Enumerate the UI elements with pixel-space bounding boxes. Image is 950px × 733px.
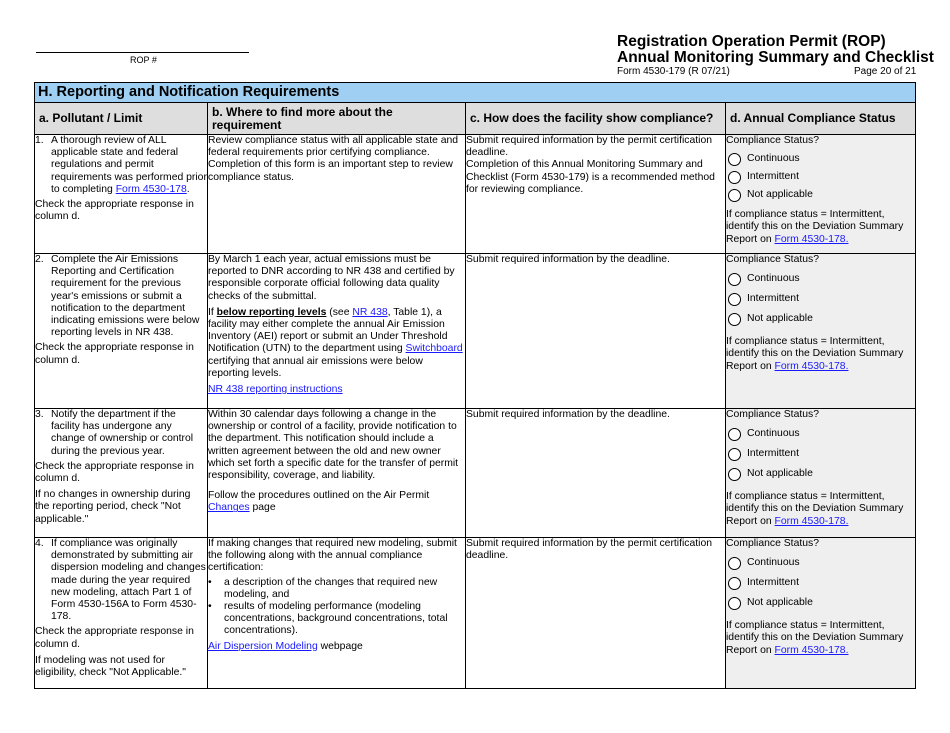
- row3-compliance-status: Compliance Status? Continuous Intermittent Not applicable If compliance status = Intermittent, identify this on the Deviation Summary Report on Form 4530-178.: [726, 409, 916, 538]
- modeling-bullet-list: [208, 577, 465, 638]
- radio-circle-icon: [728, 171, 741, 184]
- row2-radio-not-applicable[interactable]: Not applicable: [726, 309, 915, 329]
- row1-radio-intermittent[interactable]: Intermittent: [726, 168, 915, 186]
- radio-circle-icon: [728, 313, 741, 326]
- air-dispersion-modeling-link[interactable]: Air Dispersion Modeling: [208, 640, 318, 652]
- column-header-d: d. Annual Compliance Status: [726, 103, 916, 135]
- row1-pollutant-limit: 1. A thorough review of ALL applicable state and federal regulations and permit requirements was performed prior to completing Form 4530-178. Check the appropriate response in column d.: [35, 135, 208, 254]
- row4-radio-intermittent[interactable]: Intermittent: [726, 573, 915, 593]
- page-number: Page 20 of 21: [854, 66, 917, 77]
- radio-circle-icon: [728, 448, 741, 461]
- row2-how-comply: Submit required information by the deadline.: [466, 254, 726, 409]
- table-row: [35, 409, 916, 538]
- nr-438-link[interactable]: NR 438: [352, 306, 388, 318]
- radio-circle-icon: [728, 273, 741, 286]
- switchboard-link[interactable]: Switchboard: [405, 343, 463, 355]
- nr-438-instructions-link[interactable]: NR 438 reporting instructions: [208, 384, 343, 396]
- row4-compliance-status: Compliance Status? Continuous Intermittent Not applicable If compliance status = Intermittent, identify this on the Deviation Summary Report on Form 4530-178.: [726, 538, 916, 689]
- radio-circle-icon: [728, 597, 741, 610]
- radio-circle-icon: [728, 468, 741, 481]
- section-title: H. Reporting and Notification Requirements: [35, 83, 916, 103]
- column-header-c: c. How does the facility show compliance?: [466, 103, 726, 135]
- row3-radio-not-applicable[interactable]: Not applicable: [726, 464, 915, 484]
- row1-radio-not-applicable[interactable]: Not applicable: [726, 186, 915, 204]
- form-title-line2: Annual Monitoring Summary and Checklist: [617, 49, 934, 66]
- row1-compliance-status: Compliance Status? Continuous Intermittent Not applicable If compliance status = Intermittent, identify this on the Deviation Summary Report on Form 4530-178.: [726, 135, 916, 254]
- row4-how-comply: Submit required information by the permit certification deadline.: [466, 538, 726, 689]
- row4-where-to-find: If making changes that required new modeling, submit the following along with the annual compliance certification: • a description of the changes that required new modeling, and • results of modeling performance (modeling concentrations, background concentrations, total concentrations). Air Dispersion Modeling webpage: [208, 538, 466, 689]
- row1-where-to-find: Review compliance status with all applicable state and federal requirements prior certifying compliance. Completion of this form is an important step to review compliance status.: [208, 135, 466, 254]
- deviation-form-link[interactable]: Form 4530-178.: [774, 360, 849, 372]
- radio-circle-icon: [728, 428, 741, 441]
- deviation-form-link[interactable]: Form 4530-178.: [774, 644, 849, 656]
- row1-radio-continuous[interactable]: Continuous: [726, 150, 915, 168]
- rop-number-label: ROP #: [130, 55, 157, 65]
- row3-where-to-find: Within 30 calendar days following a change in the ownership or control of a facility, provide notification to the department. This notification should include a written agreement between the old and new owner which set forth a specific date for the transfer of permit responsibility, coverage, and liability. Follow the procedures outlined on the Air Permit Changes page: [208, 409, 466, 538]
- table-row: [35, 538, 916, 689]
- table-row: [35, 254, 916, 409]
- form-4530-178-link[interactable]: Form 4530-178: [115, 183, 187, 195]
- row4-pollutant-limit: 4. If compliance was originally demonstrated by submitting air dispersion modeling and changes made during the year required new modeling, attach Part 1 of Form 4530-156A to Form 4530-178. Check the appropriate response in column d. If modeling was not used for eligibility, check "Not Applicable.": [35, 538, 208, 689]
- row2-radio-continuous[interactable]: Continuous: [726, 269, 915, 289]
- radio-circle-icon: [728, 293, 741, 306]
- row4-radio-not-applicable[interactable]: Not applicable: [726, 593, 915, 613]
- rop-number-line[interactable]: [36, 52, 249, 53]
- row2-where-to-find: By March 1 each year, actual emissions must be reported to DNR according to NR 438 and certified by responsible corporate official following data quality checks of the submittal. If below reporting levels (see NR 438, Table 1), a facility may either complete the annual Air Emission Inventory (AEI) report or submit an Under Threshold Notification (UTN) to the department using Switchboard certifying that annual air emissions were below reporting levels. NR 438 reporting instructions: [208, 254, 466, 409]
- deviation-form-link[interactable]: Form 4530-178.: [774, 515, 849, 527]
- row4-radio-continuous[interactable]: Continuous: [726, 553, 915, 573]
- form-number: Form 4530-179 (R 07/21): [617, 66, 730, 77]
- row3-how-comply: Submit required information by the deadline.: [466, 409, 726, 538]
- radio-circle-icon: [728, 557, 741, 570]
- reporting-requirements-table: [34, 82, 916, 689]
- row3-pollutant-limit: 3. Notify the department if the facility has undergone any change of ownership or control during the previous year. Check the appropriate response in column d. If no changes in ownership during the reporting period, check "Not applicable.": [35, 409, 208, 538]
- row2-compliance-status: Compliance Status? Continuous Intermittent Not applicable If compliance status = Intermittent, identify this on the Deviation Summary Report on Form 4530-178.: [726, 254, 916, 409]
- changes-page-link[interactable]: Changes: [208, 502, 250, 514]
- row2-radio-intermittent[interactable]: Intermittent: [726, 289, 915, 309]
- row3-radio-continuous[interactable]: Continuous: [726, 424, 915, 444]
- column-header-b: b. Where to find more about the requirement: [208, 103, 466, 135]
- radio-circle-icon: [728, 577, 741, 590]
- table-row: [35, 135, 916, 254]
- form-title-line1: Registration Operation Permit (ROP): [617, 33, 886, 50]
- radio-circle-icon: [728, 153, 741, 166]
- row3-radio-intermittent[interactable]: Intermittent: [726, 444, 915, 464]
- deviation-form-link[interactable]: Form 4530-178.: [774, 233, 849, 245]
- column-header-a: a. Pollutant / Limit: [35, 103, 208, 135]
- row1-how-comply: Submit required information by the permit certification deadline. Completion of this Annual Monitoring Summary and Checklist (Form 4530-179) is a recommended method for reviewing compliance.: [466, 135, 726, 254]
- list-item: • a description of the changes that required new modeling, and: [208, 576, 438, 600]
- row2-pollutant-limit: 2. Complete the Air Emissions Reporting and Certification requirement for the previous year's emissions or submit a notification to the department indicating emissions were below reporting levels in NR 438. Check the appropriate response in column d.: [35, 254, 208, 409]
- radio-circle-icon: [728, 189, 741, 202]
- list-item: • results of modeling performance (modeling concentrations, background concentrations, total concentrations).: [208, 601, 448, 637]
